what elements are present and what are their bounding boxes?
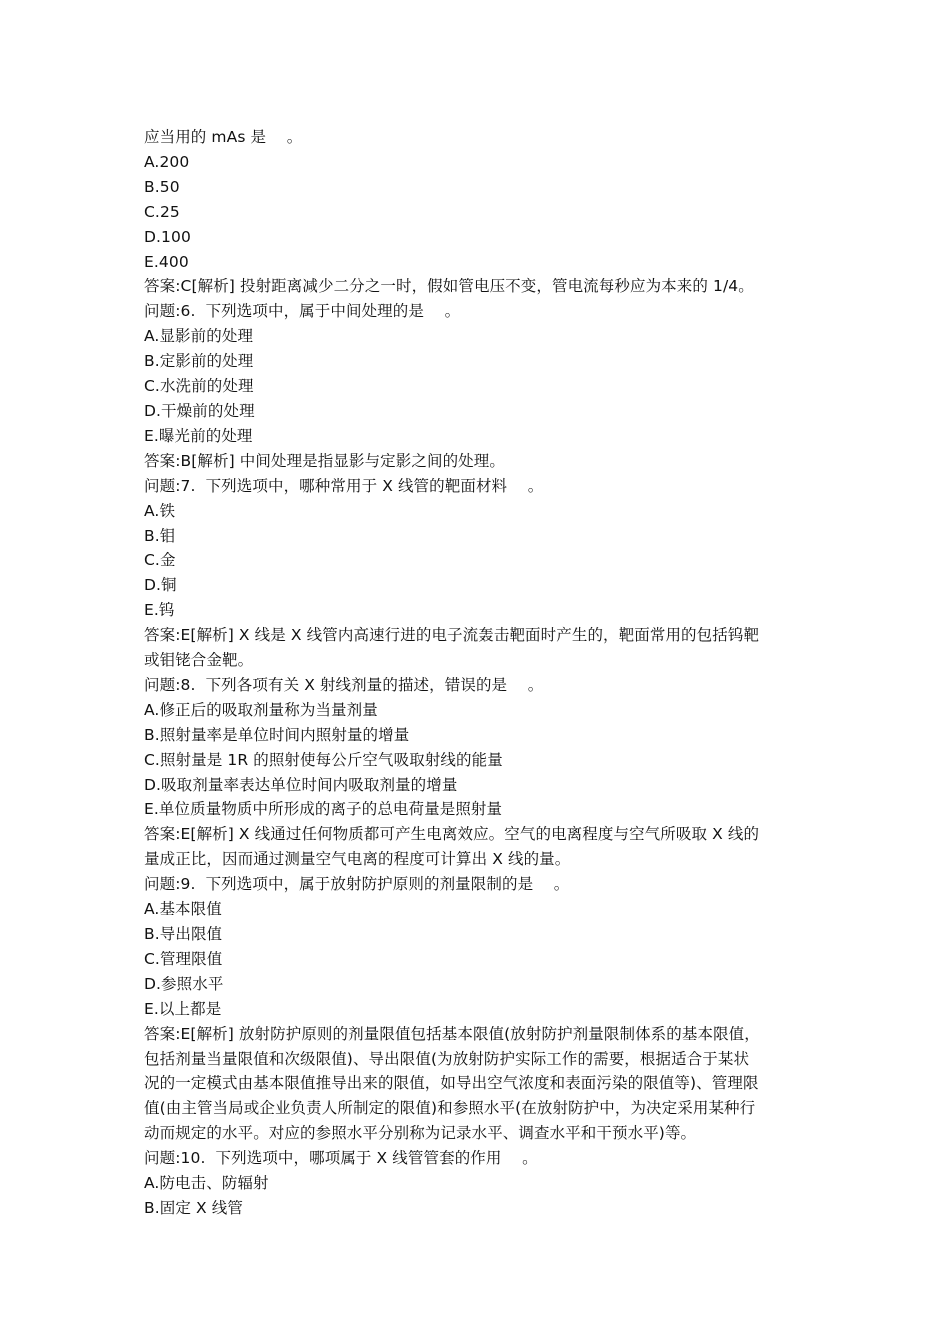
question-9-answer-cont-1: 包括剂量当量限值和次级限值)、导出限值(为放射防护实际工作的需要，根据适合于某状 <box>144 1049 750 1068</box>
question-8-answer-cont: 量成正比，因而通过测量空气电离的程度可计算出 X 线的量。 <box>144 850 571 869</box>
question-9-answer-cont-3: 值(由主管当局或企业负责人所制定的限值)和参照水平(在放射防护中，为决定采用某种行 <box>144 1099 756 1118</box>
question-8-option-e: E.单位质量物质中所形成的离子的总电荷量是照射量 <box>144 800 503 819</box>
question-6-option-a: A.显影前的处理 <box>144 327 254 346</box>
question-10-option-b: B.固定 X 线管 <box>144 1198 243 1217</box>
question-5-option-e: E.400 <box>144 252 189 271</box>
question-9-stem: 问题:9. 下列选项中，属于放射防护原则的剂量限制的是 。 <box>144 875 570 894</box>
question-9-option-c: C.管理限值 <box>144 949 223 968</box>
question-8-option-d: D.吸取剂量率表达单位时间内吸取剂量的增量 <box>144 775 458 794</box>
question-8-answer: 答案:E[解析] X 线通过任何物质都可产生电离效应。空气的电离程度与空气所吸取 X 线的 <box>144 825 760 844</box>
question-7-answer: 答案:E[解析] X 线是 X 线管内高速行进的电子流轰击靶面时产生的，靶面常用的包括钨靶 <box>144 626 760 645</box>
question-5-option-d: D.100 <box>144 227 191 246</box>
question-7-option-c: C.金 <box>144 551 176 570</box>
question-8-option-b: B.照射量率是单位时间内照射量的增量 <box>144 725 410 744</box>
question-7-answer-cont: 或钼铑合金靶。 <box>144 651 254 670</box>
document-page <box>144 125 814 1221</box>
question-5-option-b: B.50 <box>144 177 180 196</box>
question-6-answer: 答案:B[解析] 中间处理是指显影与定影之间的处理。 <box>144 451 505 470</box>
question-6-option-c: C.水洗前的处理 <box>144 377 254 396</box>
question-9-option-d: D.参照水平 <box>144 974 224 993</box>
question-9-answer: 答案:E[解析] 放射防护原则的剂量限值包括基本限值(放射防护剂量限制体系的基本限值， <box>144 1024 760 1043</box>
question-6-option-e: E.曝光前的处理 <box>144 426 253 445</box>
question-7-option-e: E.钨 <box>144 601 175 620</box>
question-8-stem: 问题:8. 下列各项有关 X 射线剂量的描述，错误的是 。 <box>144 675 544 694</box>
question-7-stem: 问题:7. 下列选项中，哪种常用于 X 线管的靶面材料 。 <box>144 476 544 495</box>
question-7-option-a: A.铁 <box>144 501 176 520</box>
question-8-option-c: C.照射量是 1R 的照射使每公斤空气吸取射线的能量 <box>144 750 503 769</box>
question-5-option-c: C.25 <box>144 202 180 221</box>
question-6-option-d: D.干燥前的处理 <box>144 401 255 420</box>
question-9-option-e: E.以上都是 <box>144 999 222 1018</box>
question-9-answer-cont-4: 动而规定的水平。对应的参照水平分别称为记录水平、调查水平和干预水平)等。 <box>144 1124 697 1143</box>
question-9-answer-cont-2: 况的一定模式由基本限值推导出来的限值，如导出空气浓度和表面污染的限值等)、管理限 <box>144 1074 759 1093</box>
question-6-option-b: B.定影前的处理 <box>144 352 254 371</box>
question-5-answer: 答案:C[解析] 投射距离减少二分之一时，假如管电压不变，管电流每秒应为本来的 1/4。 <box>144 277 754 296</box>
question-7-option-b: B.钼 <box>144 526 176 545</box>
question-8-option-a: A.修正后的吸取剂量称为当量剂量 <box>144 700 378 719</box>
question-7-option-d: D.铜 <box>144 576 177 595</box>
question-5-stem-end: 应当用的 mAs 是 。 <box>144 128 303 146</box>
question-10-stem: 问题:10. 下列选项中，哪项属于 X 线管管套的作用 。 <box>144 1149 538 1168</box>
question-9-option-b: B.导出限值 <box>144 925 223 943</box>
question-6-stem: 问题:6. 下列选项中，属于中间处理的是 。 <box>144 302 461 321</box>
question-10-option-a: A.防电击、防辐射 <box>144 1174 269 1193</box>
question-5-option-a: A.200 <box>144 152 190 171</box>
question-9-option-a: A.基本限值 <box>144 900 222 919</box>
